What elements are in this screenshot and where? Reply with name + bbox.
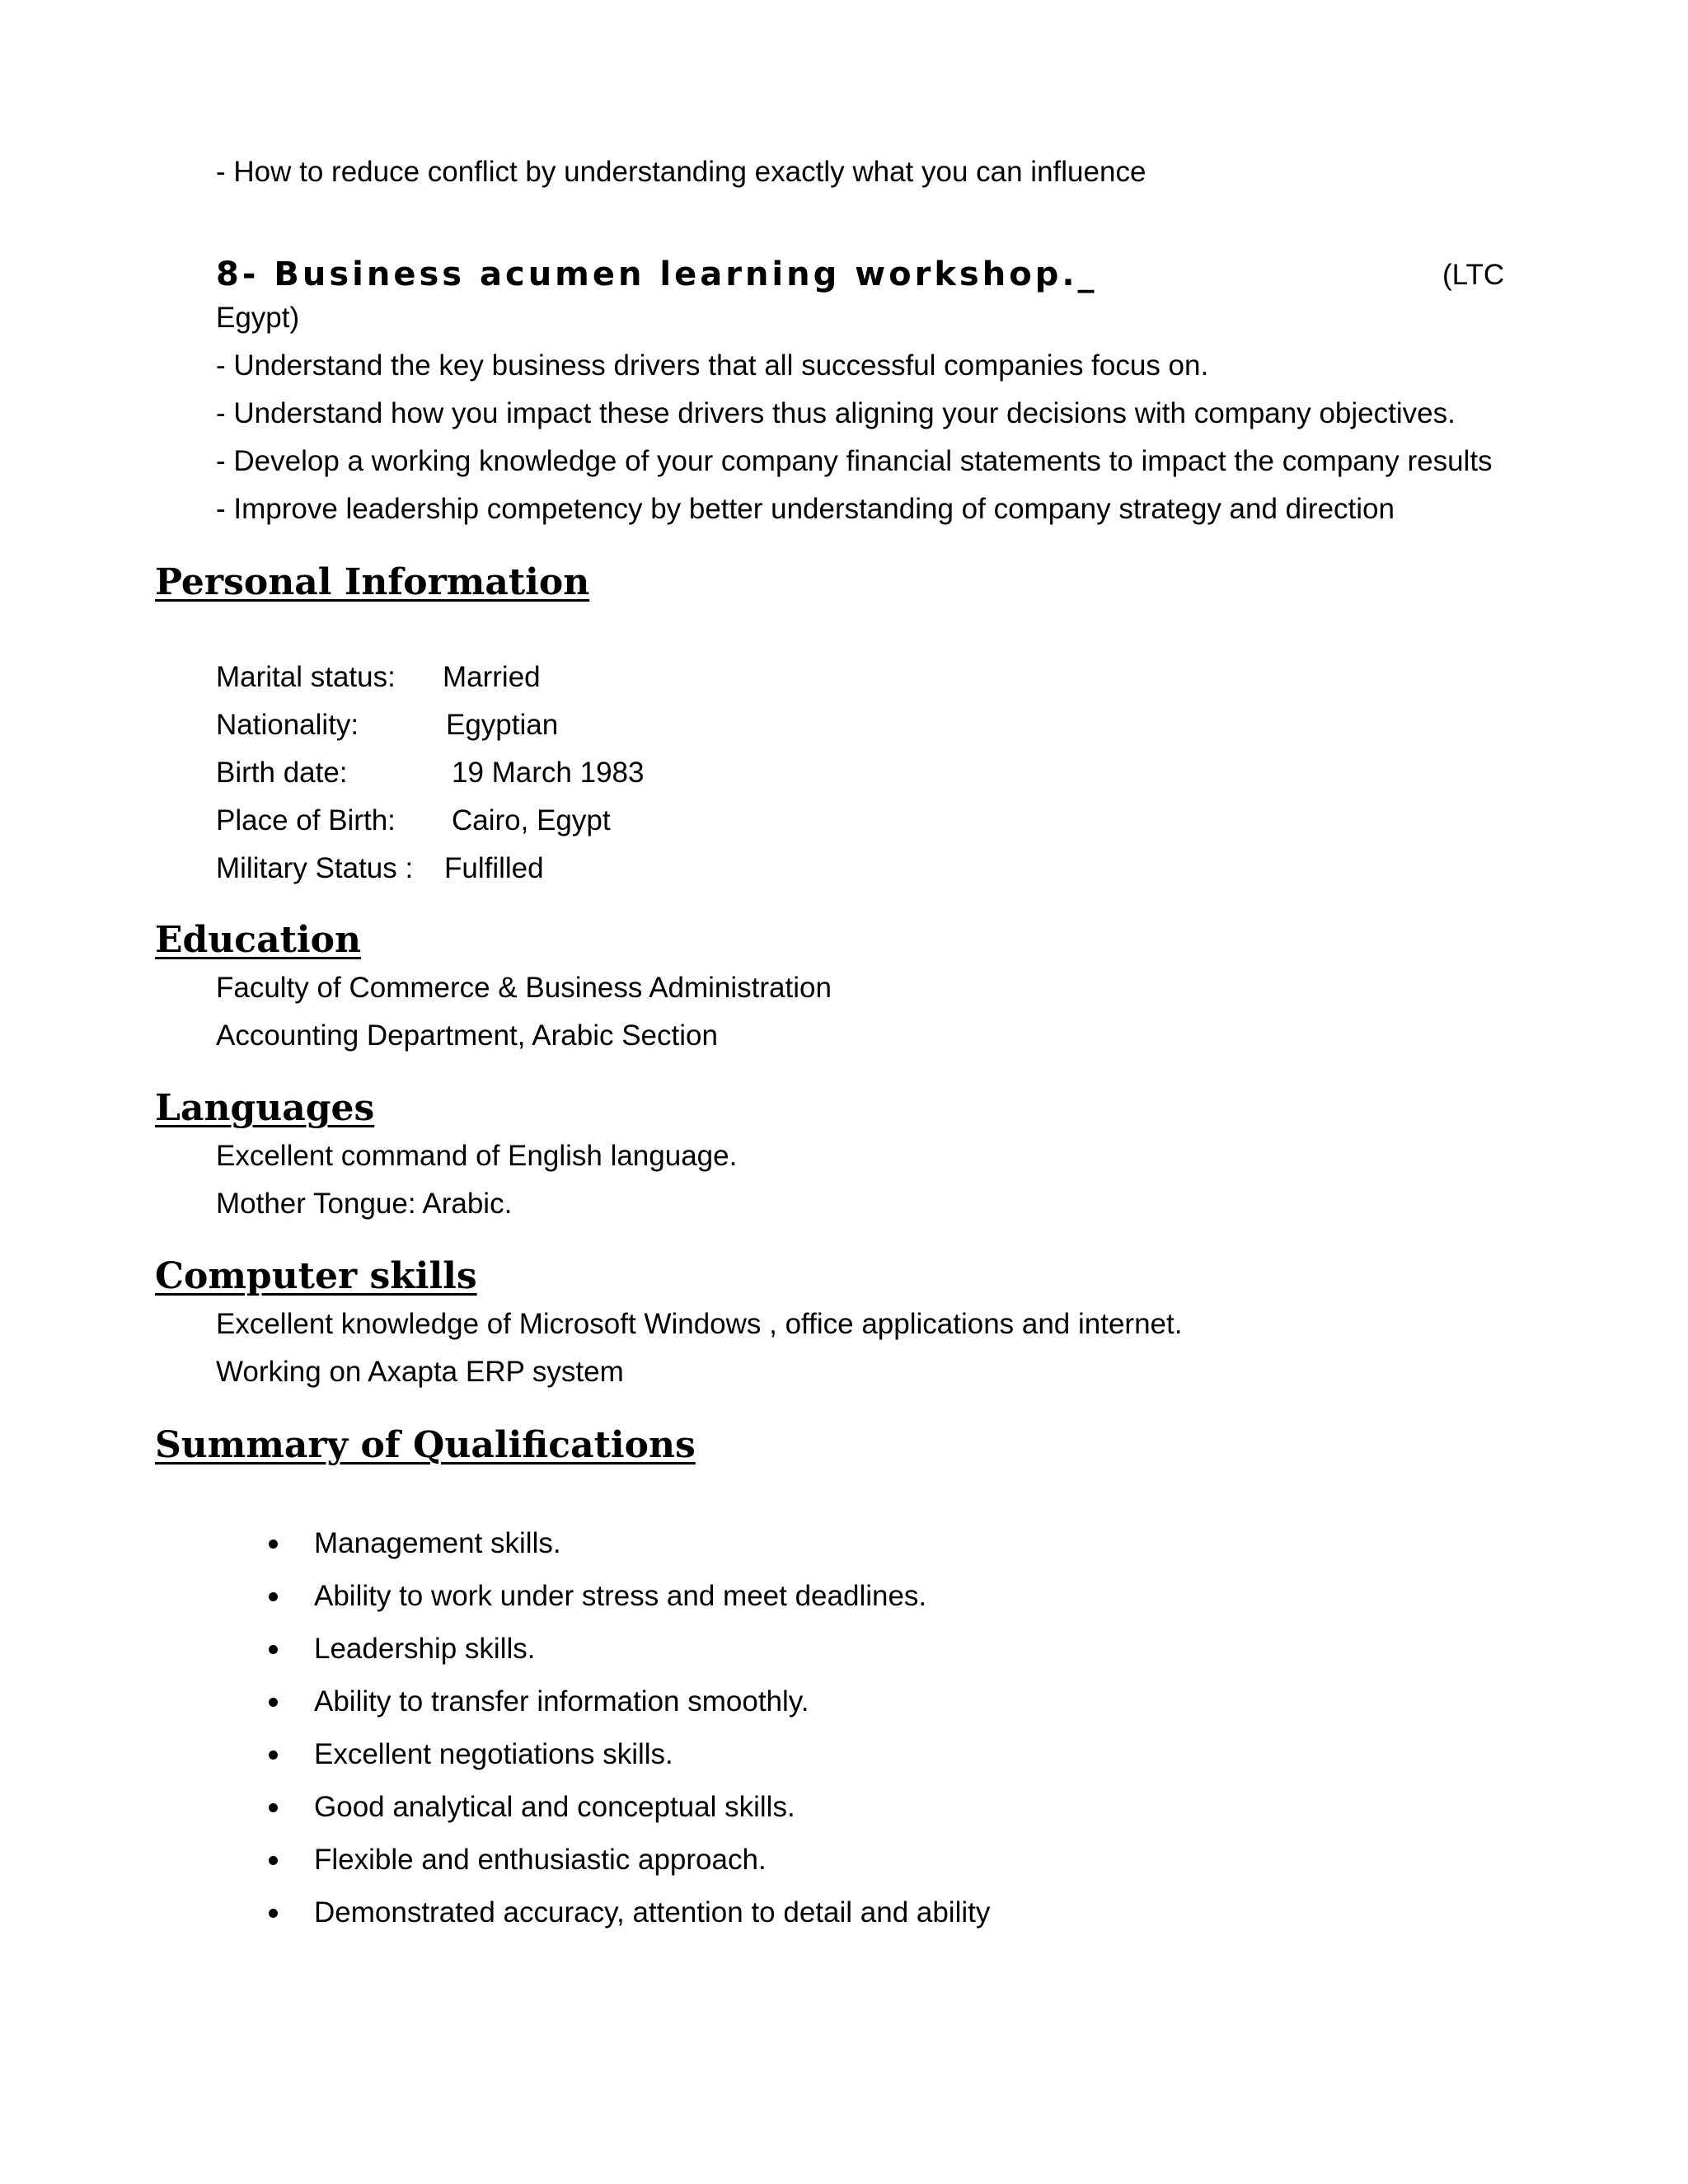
info-label-place-of-birth: Place of Birth:: [216, 804, 396, 837]
bullet-icon: [269, 1750, 278, 1760]
workshop-point: - Develop a working knowledge of your company financial statements to impact the company results: [216, 445, 1493, 477]
workshop-title: 8- Business acumen learning workshop._: [216, 255, 1098, 293]
bullet-icon: [269, 1592, 278, 1601]
qualification-text: Excellent negotiations skills.: [314, 1738, 673, 1770]
qualification-text: Ability to transfer information smoothly.: [314, 1685, 809, 1718]
qualification-text: Management skills.: [314, 1527, 561, 1559]
info-value-place-of-birth: Cairo, Egypt: [452, 804, 611, 837]
info-label-birth-date: Birth date:: [216, 757, 348, 789]
workshop-org-part2: Egypt): [216, 302, 300, 334]
education-line: Faculty of Commerce & Business Administration: [216, 972, 832, 1004]
computer-skills-heading: Computer skills: [155, 1255, 477, 1297]
languages-line: Excellent command of English language.: [216, 1140, 738, 1172]
info-label-marital-status: Marital status:: [216, 661, 396, 693]
info-value-military-status: Fulfilled: [444, 852, 544, 884]
workshop-point: - Improve leadership competency by better understanding of company strategy and direction: [216, 493, 1395, 525]
workshop-point: - Understand the key business drivers that all successful companies focus on.: [216, 349, 1209, 382]
bullet-icon: [269, 1803, 278, 1812]
info-label-nationality: Nationality:: [216, 709, 359, 741]
languages-line: Mother Tongue: Arabic.: [216, 1188, 513, 1220]
workshop-point: - Understand how you impact these drivers thus aligning your decisions with company objectives.: [216, 397, 1456, 429]
computer-skills-line: Excellent knowledge of Microsoft Windows , office applications and internet.: [216, 1308, 1183, 1340]
qualification-text: Flexible and enthusiastic approach.: [314, 1844, 767, 1876]
qualification-text: Good analytical and conceptual skills.: [314, 1791, 795, 1823]
qualification-text: Leadership skills.: [314, 1633, 536, 1665]
bullet-icon: [269, 1540, 278, 1549]
workshop-org-part1: (LTC: [1442, 259, 1505, 291]
info-value-nationality: Egyptian: [446, 709, 559, 741]
info-value-marital-status: Married: [443, 661, 541, 693]
qualification-text: Demonstrated accuracy, attention to detail and ability: [314, 1896, 991, 1929]
info-label-military-status: Military Status :: [216, 852, 414, 884]
qualifications-heading: Summary of Qualifications: [155, 1424, 696, 1466]
education-line: Accounting Department, Arabic Section: [216, 1019, 718, 1052]
qualification-text: Ability to work under stress and meet deadlines.: [314, 1580, 927, 1612]
personal-information-heading: Personal Information: [155, 561, 590, 603]
education-heading: Education: [155, 919, 361, 961]
languages-heading: Languages: [155, 1087, 375, 1129]
bullet-icon: [269, 1645, 278, 1654]
bullet-icon: [269, 1698, 278, 1707]
info-value-birth-date: 19 March 1983: [452, 757, 645, 789]
bullet-icon: [269, 1856, 278, 1865]
computer-skills-line: Working on Axapta ERP system: [216, 1356, 624, 1388]
bullet-icon: [269, 1909, 278, 1918]
intro-line: - How to reduce conflict by understanding exactly what you can influence: [216, 156, 1146, 188]
